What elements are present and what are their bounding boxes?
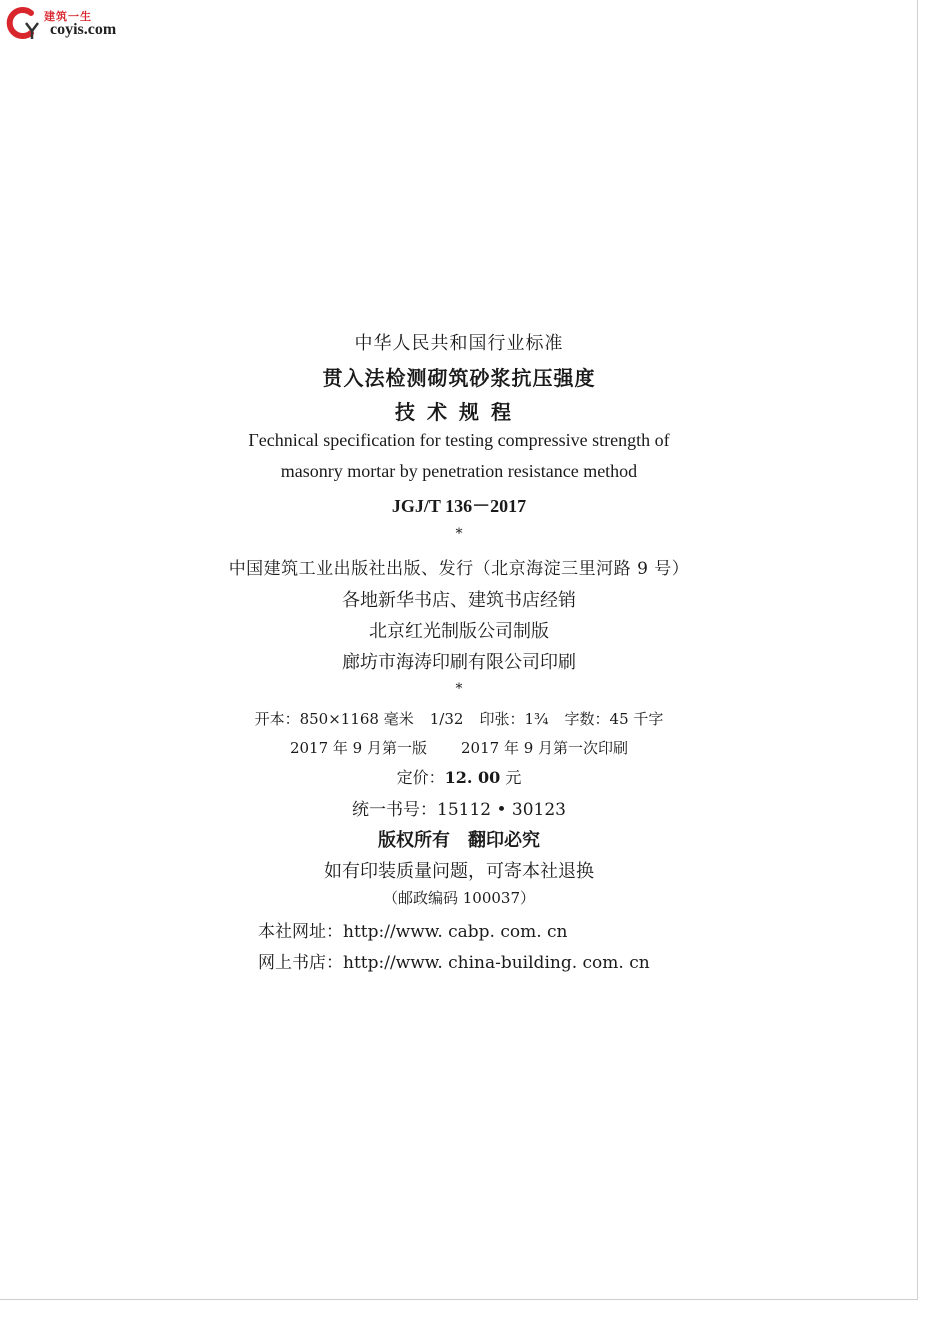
publisher: 中国建筑工业出版社出版、发行（北京海淀三里河路 9 号）	[228, 559, 690, 579]
sheets: 印张：1¾	[479, 710, 549, 728]
title-cn-line1: 贯入法检测砌筑砂浆抗压强度	[322, 366, 596, 390]
title-en-line1: Γechnical specification for testing compressive strength of	[248, 430, 670, 450]
bookstore-url[interactable]: http://www. china-building. com. cn	[343, 953, 650, 973]
quality-notice: 如有印装质量问题，可寄本社退换	[324, 861, 594, 882]
postcode: （邮政编码 100037）	[382, 889, 536, 907]
website-url[interactable]: http://www. cabp. com. cn	[343, 922, 568, 942]
edition: 2017 年 9 月第一版	[289, 739, 427, 757]
title-en-line2: masonry mortar by penetration resistance method	[280, 461, 638, 481]
logo-brand-en: coyis.com	[50, 21, 117, 38]
watermark-logo	[4, 4, 144, 44]
distributor: 各地新华书店、建筑书店经销	[342, 590, 576, 611]
printing: 2017 年 9 月第一次印刷	[461, 739, 629, 757]
plate-maker: 北京红光制版公司制版	[369, 621, 549, 642]
website-line	[258, 917, 568, 942]
format-line	[0, 708, 918, 729]
separator-star: *	[455, 681, 463, 697]
bookstore-label: 网上书店：	[258, 953, 343, 973]
standard-type: 中华人民共和国行业标准	[354, 333, 564, 354]
website-label: 本社网址：	[258, 922, 343, 942]
logo-brand-cn: 建筑一生	[44, 10, 92, 23]
word-count: 字数：45 千字	[564, 710, 664, 728]
price-unit: 元	[505, 768, 522, 787]
edition-line	[0, 737, 918, 758]
bookstore-line	[258, 948, 650, 973]
price-label: 定价：	[396, 768, 445, 787]
format: 开本：850×1168 毫米	[254, 710, 414, 728]
price-line	[0, 765, 918, 788]
isbn: 统一书号：15112 • 30123	[352, 800, 566, 820]
title-cn-line2: 技术规程	[395, 400, 523, 424]
logo-c-icon	[4, 4, 44, 44]
separator-star: *	[455, 526, 463, 542]
printer: 廊坊市海涛印刷有限公司印刷	[342, 652, 576, 673]
rights-2: 翻印必究	[468, 830, 540, 851]
standard-code: JGJ/T 136－2017	[391, 496, 527, 516]
rights-line	[0, 826, 918, 852]
price-value: 12. 00	[444, 768, 501, 787]
fold: 1/32	[429, 710, 464, 728]
rights-1: 版权所有	[378, 830, 450, 851]
